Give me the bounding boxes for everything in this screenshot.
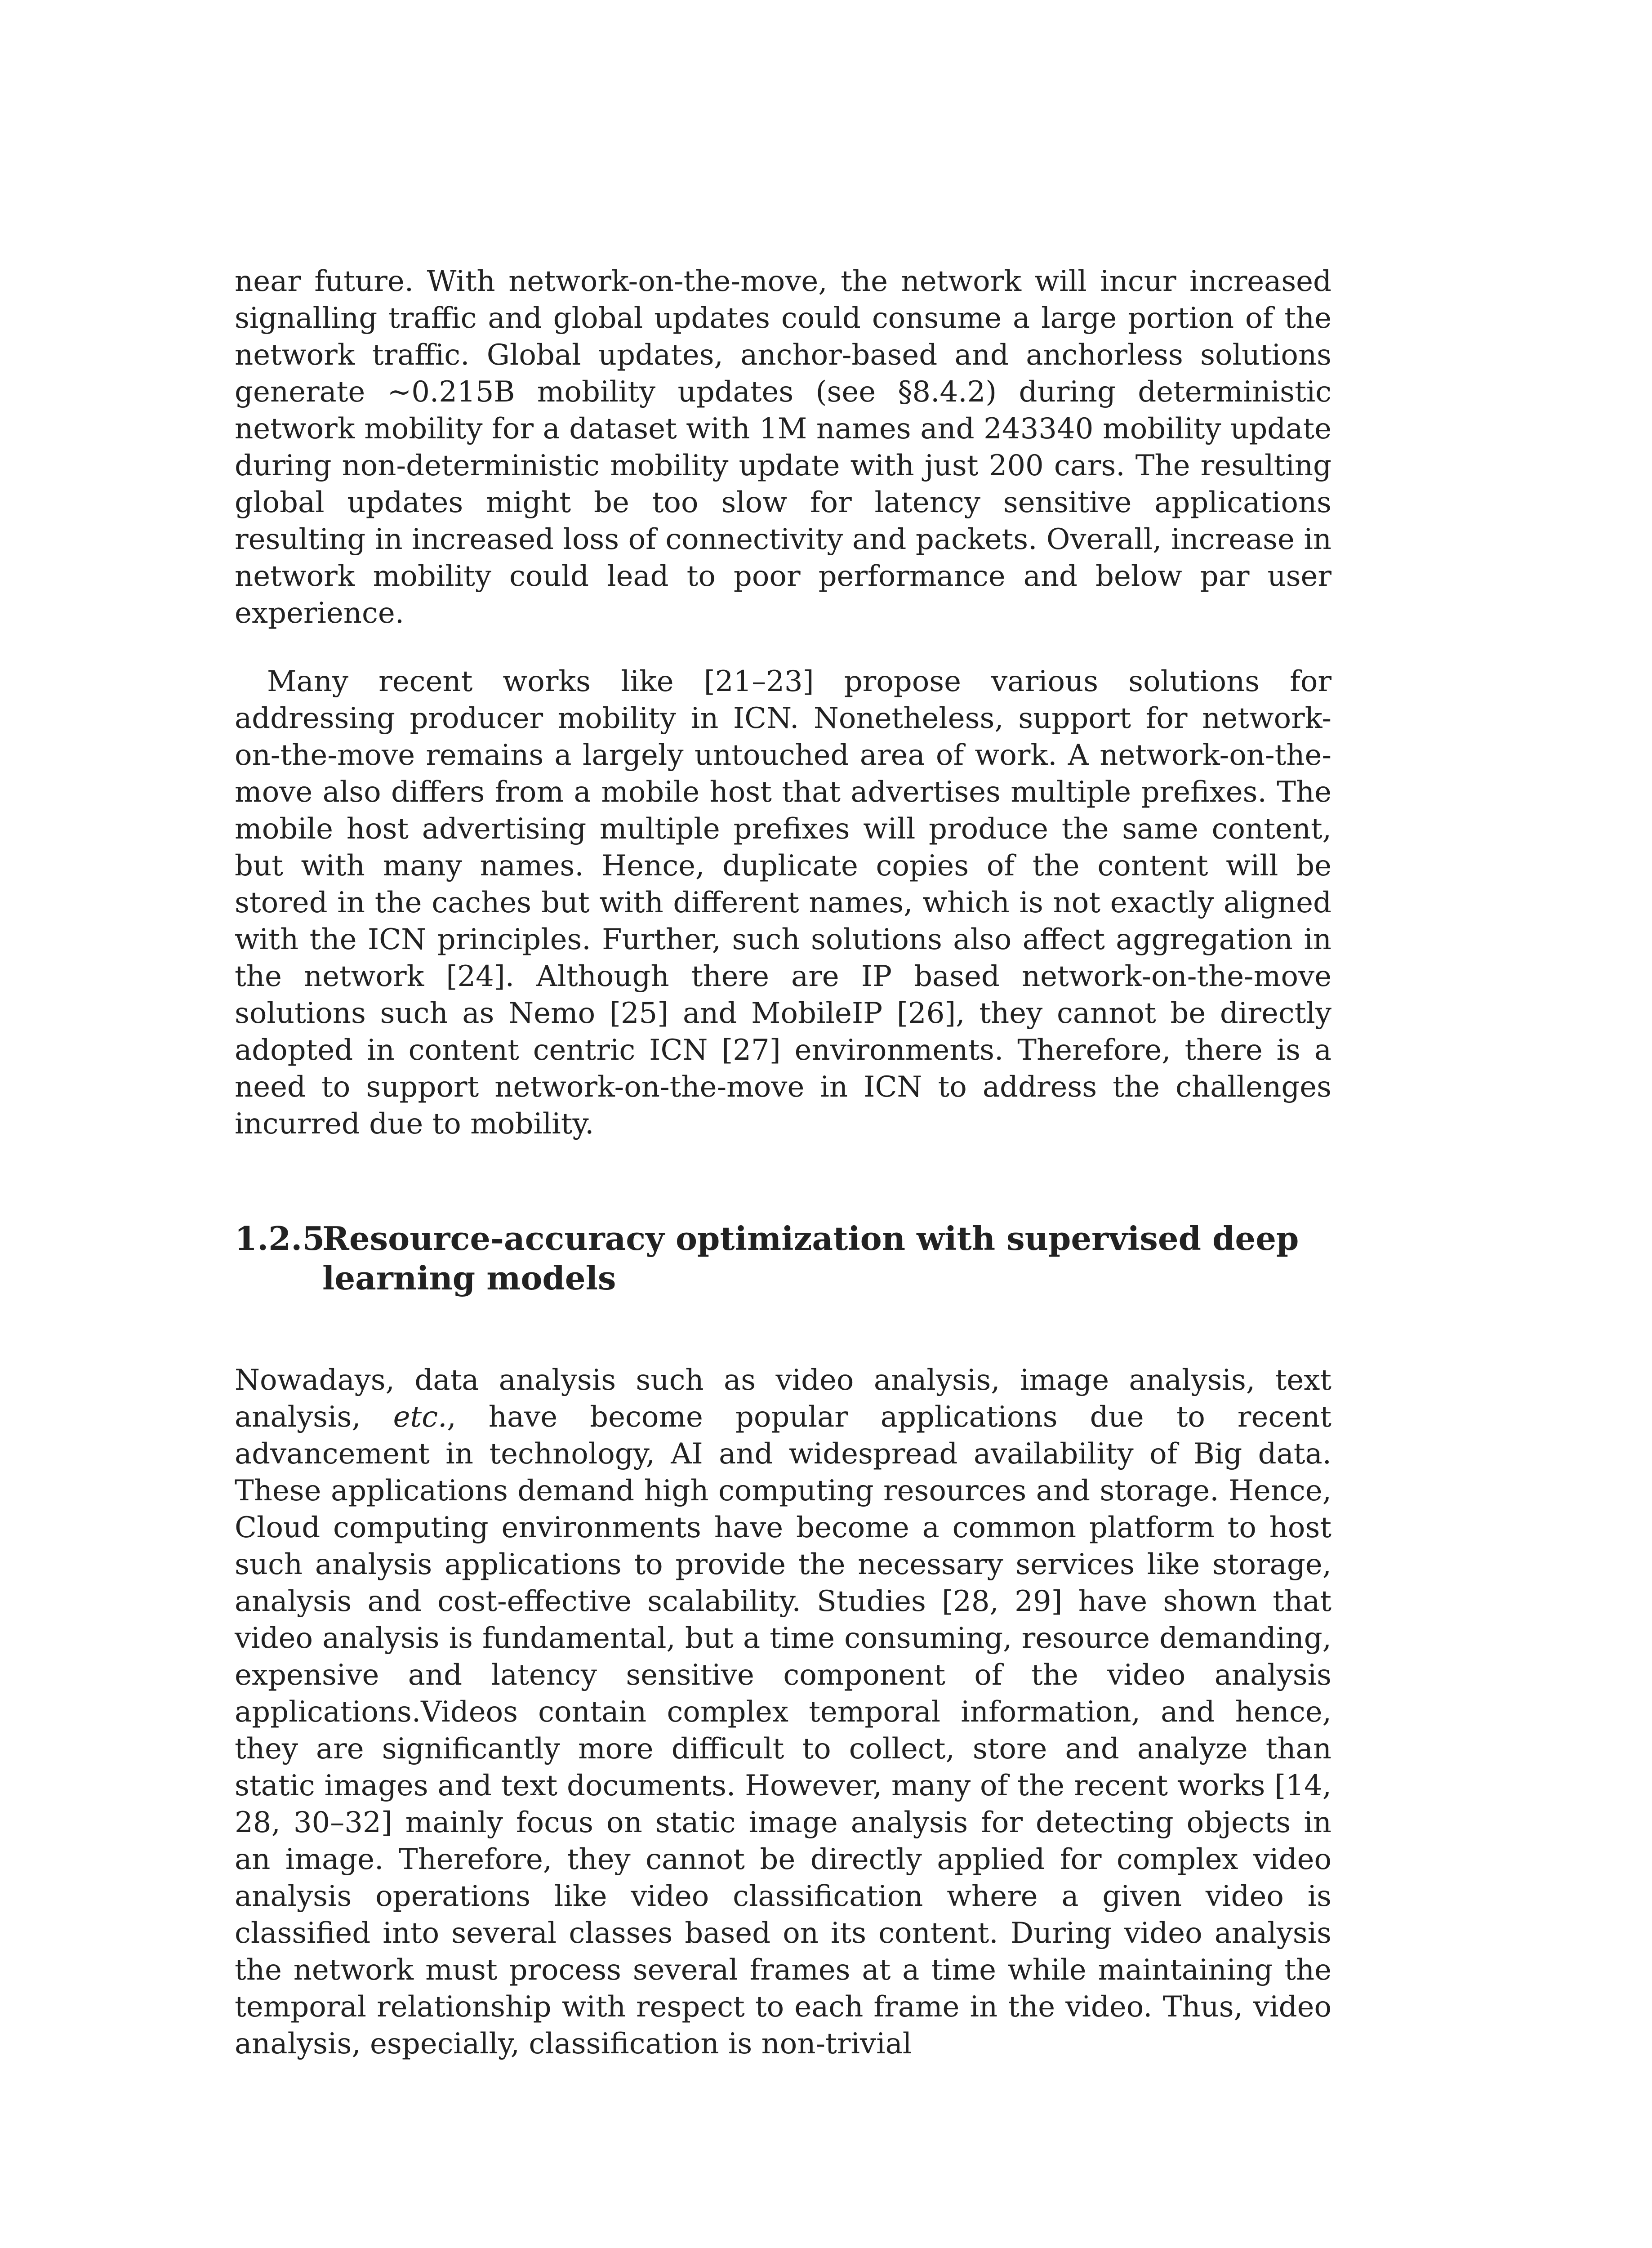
- heading-gap: [235, 1298, 1331, 1362]
- section-gap: [235, 1142, 1331, 1219]
- paragraph-producer-mobility: Many recent works like [21–23] propose various solutions for addressing producer mobility in ICN. Nonetheless, support for network-on-the-move remains a largely untouched area of work. A network-on-the-move also differs from a mobile host that advertises multiple prefixes. The mobile host advertising multiple prefixes will produce the same content, but with many names. Hence, duplicate copies of the content will be stored in the caches but with different names, which is not exactly aligned with the ICN principles. Further, such solutions also affect aggregation in the network [24]. Although there are IP based network-on-the-move solutions such as Nemo [25] and MobileIP [26], they cannot be directly adopted in content centric ICN [27] environments. Therefore, there is a need to support network-on-the-move in ICN to address the challenges incurred due to mobility.: [235, 665, 1331, 1141]
- page-body: [235, 263, 1331, 2062]
- paragraph-video-analysis: [235, 1362, 1331, 2062]
- etc-italic: etc.: [393, 1401, 447, 1434]
- section-number: 1.2.5: [235, 1219, 325, 1258]
- paragraph-gap: [235, 632, 1331, 663]
- paragraph-video-analysis-rest: , have become popular applications due to recent advancement in technology, AI and widespread availability of Big data. These applications demand high computing resources and storage. Hence, Cloud computing environments have become a common platform to host such analysis applications to provide the necessary services like storage, analysis and cost-effective scalability. Studies [28, 29] have shown that video analysis is fundamental, but a time consuming, resource demanding, expensive and latency sensitive component of the video analysis applications.Videos contain complex temporal information, and hence, they are significantly more difficult to collect, store and analyze than static images and text documents. However, many of the recent works [14, 28, 30–32] mainly focus on static image analysis for detecting objects in an image. Therefore, they cannot be directly applied for complex video analysis operations like video classification where a given video is classified into several classes based on its content. During video analysis the network must process several frames at a time while maintaining the temporal relationship with respect to each frame in the video. Thus, video analysis, especially, classification is non-trivial: [235, 1401, 1331, 2061]
- paragraph-network-traffic: near future. With network-on-the-move, the network will incur increased signalling traffic and global updates could consume a large portion of the network traffic. Global updates, anchor-based and anchorless solutions generate ~0.215B mobility updates (see §8.4.2) during deterministic network mobility for a dataset with 1M names and 243340 mobility update during non-deterministic mobility update with just 200 cars. The resulting global updates might be too slow for latency sensitive applications resulting in increased loss of connectivity and packets. Overall, increase in network mobility could lead to poor performance and below par user experience.: [235, 265, 1331, 630]
- section-title: Resource-accuracy optimization with supervised deep learning models: [322, 1219, 1299, 1297]
- paragraph-video-analysis-intro: Nowadays, data analysis such as video analysis, image analysis, text analysis,: [235, 1364, 1331, 1434]
- section-heading: [235, 1219, 1331, 1298]
